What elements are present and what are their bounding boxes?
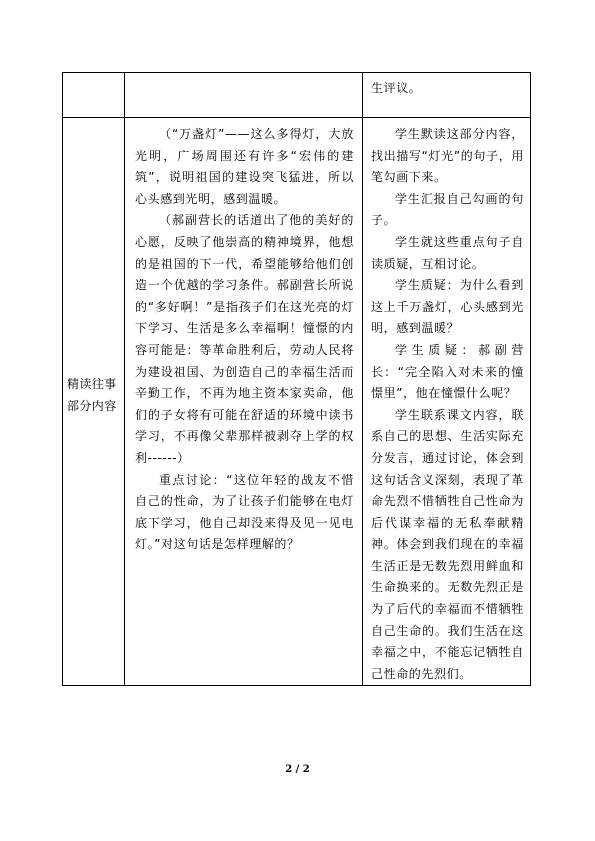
row1-label-cell [63,73,125,118]
table-row-reading [63,118,531,686]
row1-student-text: 生评议。 [371,81,422,95]
student-paragraph: 学生就这些重点句子自读质疑，互相讨论。 [371,234,524,271]
table-row-top [63,73,531,118]
section-label: 精读往事部分内容 [67,377,117,413]
section-label-cell [63,118,125,686]
page-number: 2 / 2 [285,764,310,775]
student-paragraph: 学生质疑：为什么看到这上千万盏灯，心头感到光明，感到温暖？ [371,278,524,336]
student-paragraph: 学生质疑：郝副营长：“完全陷入对未来的憧憬里”，他在憧憬什么呢？ [371,342,524,401]
student-paragraph: 学生联系课文内容，联系自己的思想、生活实际充分发言，通过讨论，体会到这句话含义深刻，表现了革命先烈不惜牺牲自己性命为后代谋幸福的无私奉献精神。体会到我们现在的幸福生活正是无数先烈用鲜血和生命换来的。无数先烈正是为了后代的幸福而不惜牺牲自己生命的。我们生活在这幸福之中，不能忘记牺牲自己性命的先烈们。 [371,407,524,681]
row1-student-cell [363,73,531,118]
row1-teacher-cell [125,73,363,118]
lesson-plan-table [62,72,531,686]
teacher-paragraph: 重点讨论：“这位年轻的战友不惜自己的性命，为了让孩子们能够在电灯底下学习，他自己却没来得及见一见电灯。”对这句话是怎样理解的？ [135,472,354,552]
teacher-paragraph: （郝副营长的话道出了他的美好的心愿，反映了他崇高的精神境界，他想的是祖国的下一代，希望能够给他们创造一个优越的学习条件。郝副营长所说的“多好啊！”是指孩子们在这光亮的灯下学习、生活是多么幸福啊！憧憬的内容可能是：等革命胜利后，劳动人民将为建设祖国、为创造自己的幸福生活而辛勤工作，不再为地主资本家卖命，他们的子女将有可能在舒适的环境中读书学习，不再像父辈那样被剥夺上学的权利------） [135,213,354,465]
student-activity-cell [363,118,531,686]
teacher-paragraph: （“万盏灯”——这么多得灯，大放光明，广场周围还有许多“宏伟的建筑”，说明祖国的建设突飞猛进，所以心头感到光明，感到温暖。 [135,127,354,206]
teacher-activity-cell [125,118,363,686]
student-paragraph: 学生默读这部分内容，找出描写“灯光”的句子，用笔勾画下来。 [371,127,524,185]
student-paragraph: 学生汇报自己勾画的句子。 [371,191,524,228]
